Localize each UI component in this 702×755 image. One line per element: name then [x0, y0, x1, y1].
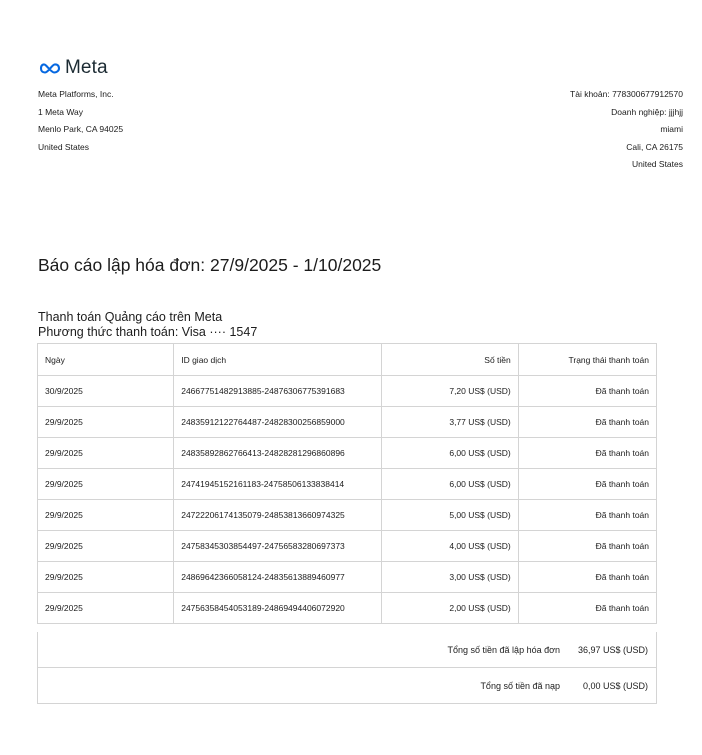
row-date: 29/9/2025: [38, 469, 174, 500]
row-amount: 6,00 US$ (USD): [381, 469, 518, 500]
row-status: Đã thanh toán: [518, 500, 656, 531]
row-transaction-id: 24869642366058124-24835613889460977: [174, 562, 381, 593]
row-status: Đã thanh toán: [518, 531, 656, 562]
table-row: [38, 407, 657, 438]
table-row: [38, 562, 657, 593]
total-billed-value: 36,97 US$ (USD): [577, 644, 648, 655]
row-date: 29/9/2025: [38, 438, 174, 469]
account-details: [570, 86, 683, 174]
total-deposit-row: [38, 667, 656, 703]
header-status: Trạng thái thanh toán: [518, 344, 656, 376]
account-id: Tài khoản: 778300677912570: [570, 89, 683, 99]
total-deposit-label: Tổng số tiền đã nạp: [480, 680, 560, 691]
header-date: Ngày: [38, 344, 174, 376]
totals-section: [37, 632, 657, 704]
company-name: Meta Platforms, Inc.: [38, 89, 114, 99]
row-amount: 5,00 US$ (USD): [381, 500, 518, 531]
row-transaction-id: 24741945152161183-24758506133838414: [174, 469, 381, 500]
total-deposit-value: 0,00 US$ (USD): [582, 680, 648, 691]
company-country: United States: [38, 141, 90, 152]
business-name: Doanh nghiệp: jjjhjj: [611, 106, 683, 117]
row-date: 29/9/2025: [38, 562, 174, 593]
meta-logo: [38, 57, 108, 79]
header-amount: Số tiền: [381, 344, 518, 376]
row-status: Đã thanh toán: [518, 407, 656, 438]
meta-logo-text: Meta: [65, 57, 108, 78]
row-transaction-id: 24756358454053189-24869494406072920: [174, 593, 381, 624]
row-transaction-id: 24667751482913885-24876306775391683: [174, 376, 381, 407]
meta-infinity-icon: [38, 62, 62, 75]
row-transaction-id: 24835892862766413-24828281296860896: [174, 438, 381, 469]
row-date: 30/9/2025: [38, 376, 174, 407]
total-billed-row: [38, 632, 656, 667]
table-row: [38, 438, 657, 469]
row-amount: 2,00 US$ (USD): [381, 593, 518, 624]
table-row: [38, 469, 657, 500]
table-row: [38, 531, 657, 562]
company-address: [38, 86, 123, 156]
report-title: Báo cáo lập hóa đơn: 27/9/2025 - 1/10/2025: [38, 255, 382, 275]
payment-section-title: Thanh toán Quảng cáo trên Meta: [38, 310, 223, 324]
row-status: Đã thanh toán: [518, 376, 656, 407]
row-status: Đã thanh toán: [518, 593, 656, 624]
row-transaction-id: 24835912122764487-24828300256859000: [174, 407, 381, 438]
table-row: [38, 376, 657, 407]
total-billed-label: Tổng số tiền đã lập hóa đơn: [447, 644, 560, 655]
row-status: Đã thanh toán: [518, 562, 656, 593]
account-city: miami: [660, 124, 683, 135]
row-date: 29/9/2025: [38, 500, 174, 531]
row-transaction-id: 24758345303854497-24756583280697373: [174, 531, 381, 562]
row-amount: 3,77 US$ (USD): [381, 407, 518, 438]
table-row: [38, 500, 657, 531]
row-amount: 6,00 US$ (USD): [381, 438, 518, 469]
table-header-row: [38, 344, 657, 376]
account-country: United States: [631, 159, 683, 170]
row-transaction-id: 24722206174135079-24853813660974325: [174, 500, 381, 531]
transactions-table: [37, 343, 657, 624]
row-amount: 3,00 US$ (USD): [381, 562, 518, 593]
row-date: 29/9/2025: [38, 531, 174, 562]
row-date: 29/9/2025: [38, 593, 174, 624]
header-transaction-id: ID giao dịch: [174, 344, 381, 376]
company-street: 1 Meta Way: [38, 106, 84, 117]
account-region: Cali, CA 26175: [626, 141, 683, 152]
row-date: 29/9/2025: [38, 407, 174, 438]
table-row: [38, 593, 657, 624]
row-amount: 4,00 US$ (USD): [381, 531, 518, 562]
row-status: Đã thanh toán: [518, 469, 656, 500]
company-city: Menlo Park, CA 94025: [38, 124, 124, 135]
row-amount: 7,20 US$ (USD): [381, 376, 518, 407]
row-status: Đã thanh toán: [518, 438, 656, 469]
payment-method: Phương thức thanh toán: Visa ···· 1547: [38, 325, 258, 339]
